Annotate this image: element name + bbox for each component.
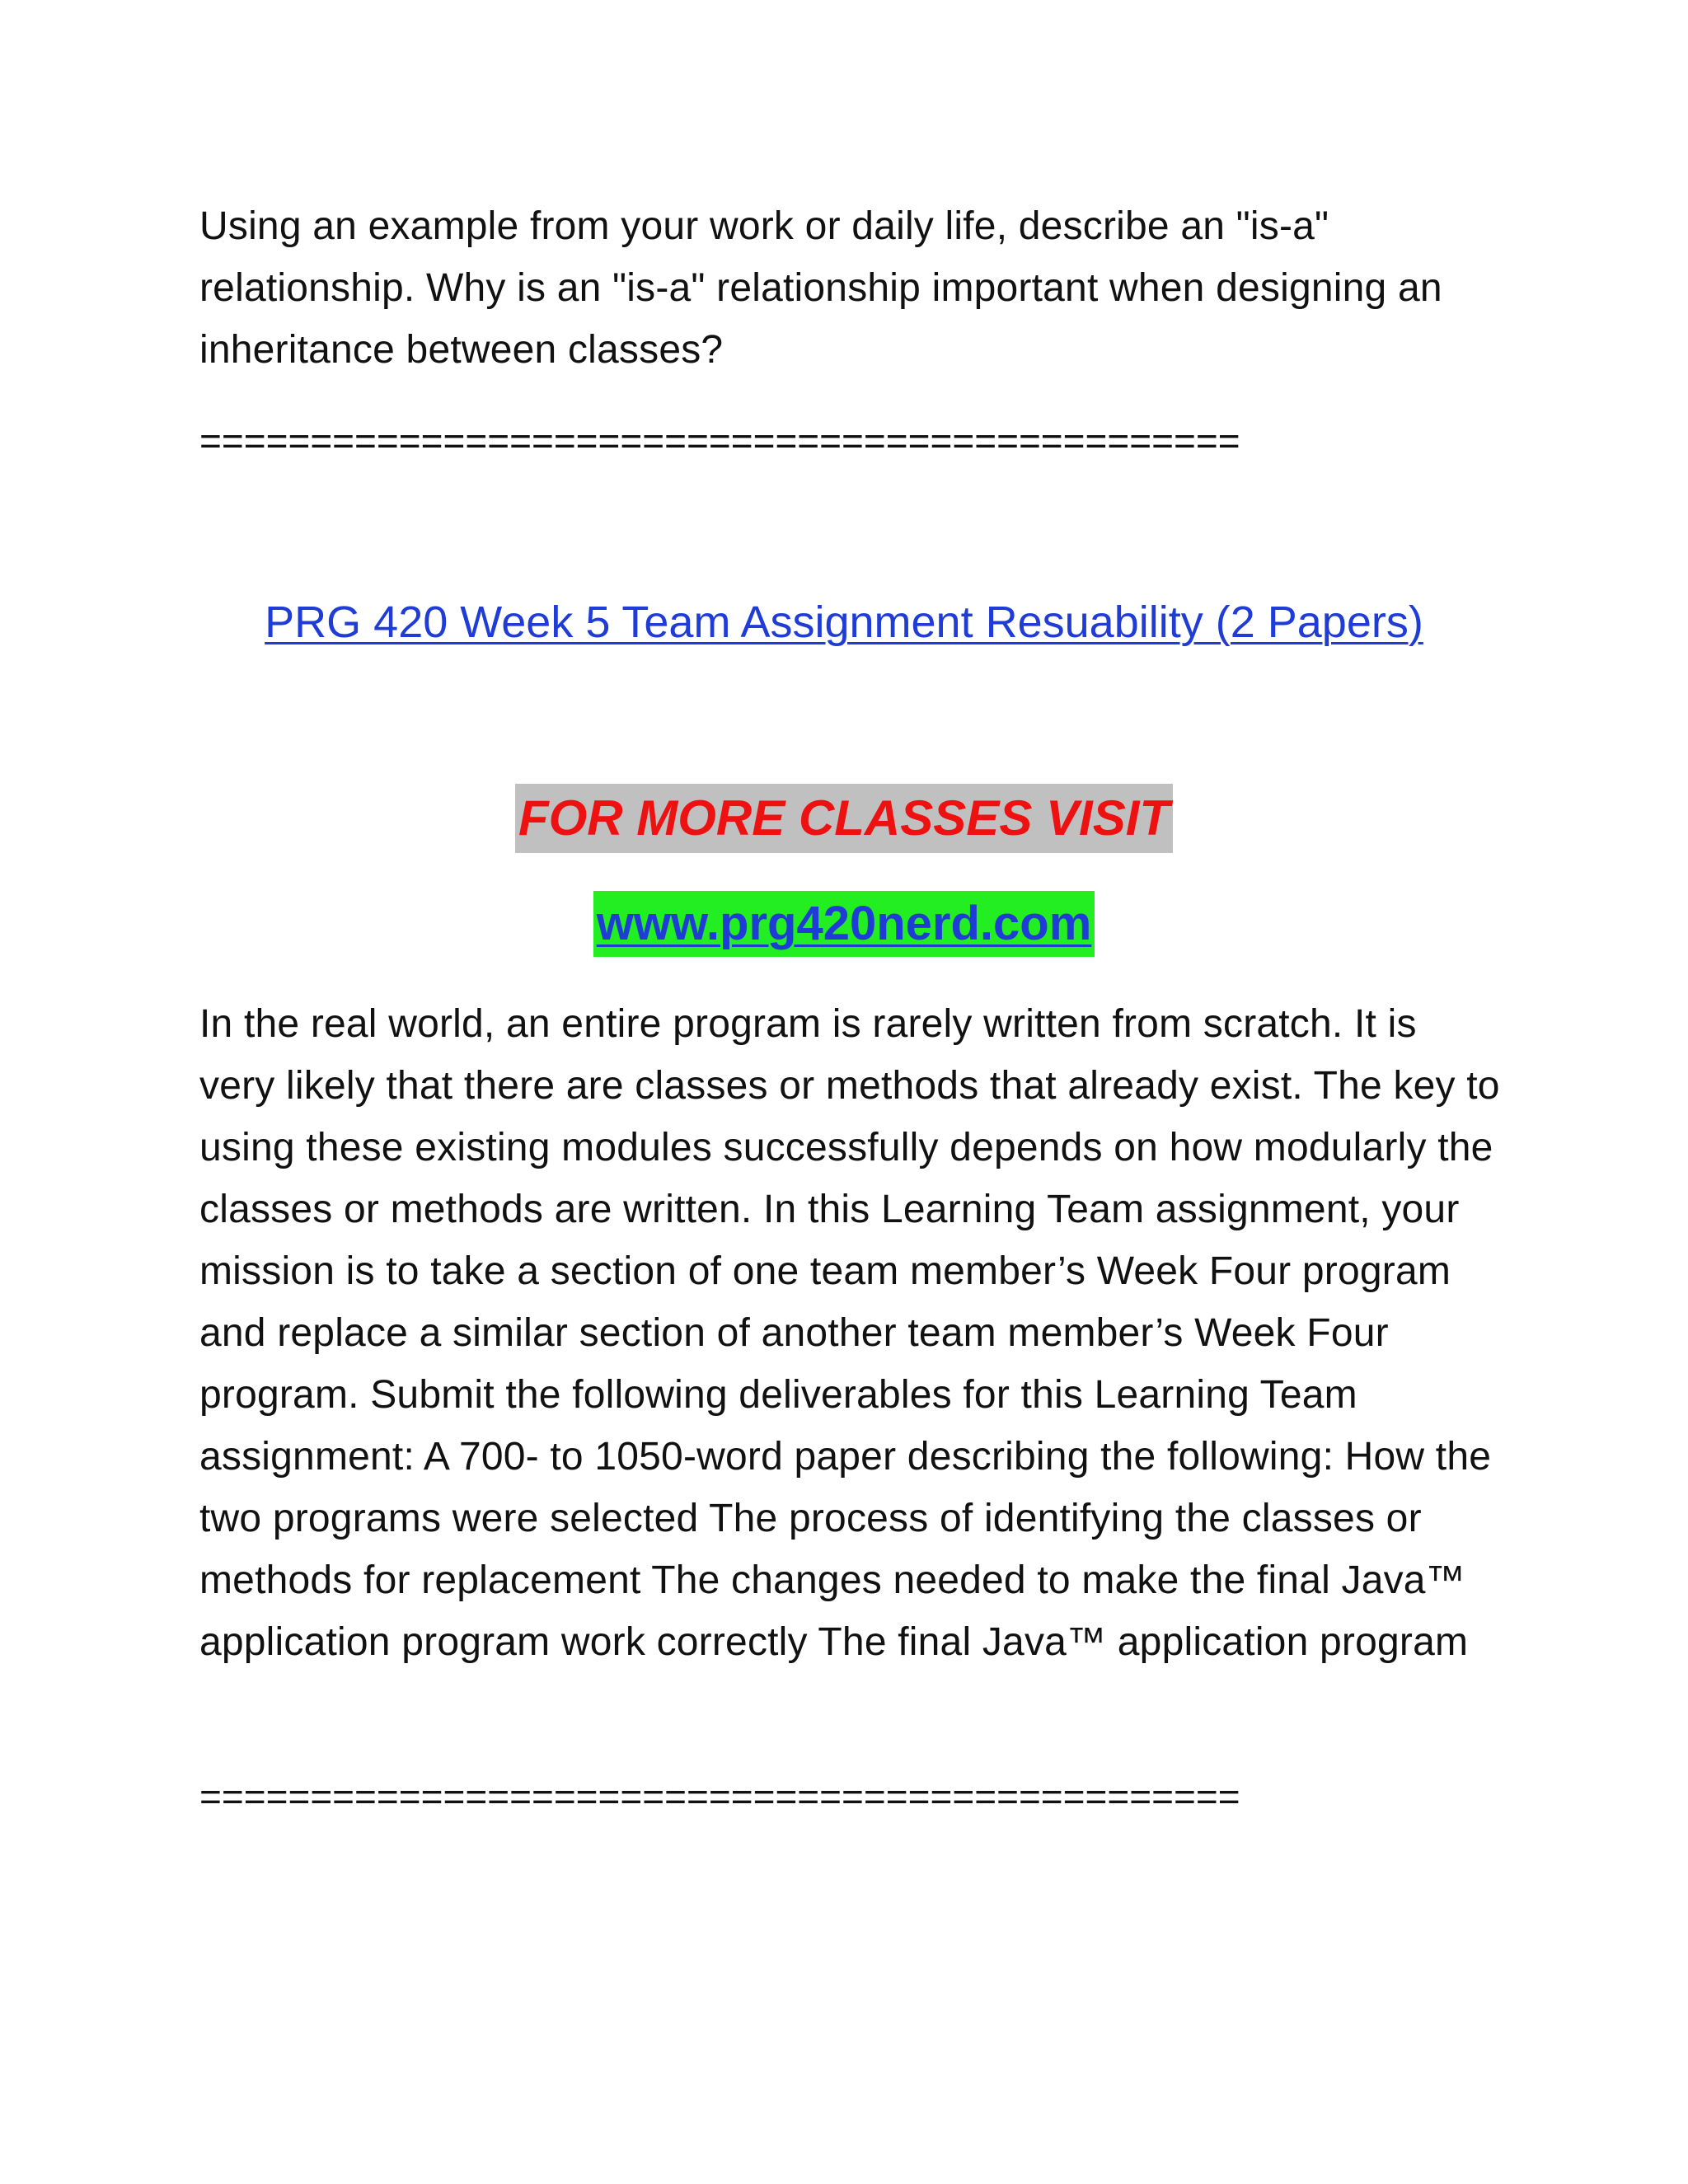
intro-question: Using an example from your work or daily life, describe an "is-a" relationship. Why is an "is-a" relationship important when designing an inheritance between classes? (199, 204, 1442, 372)
promo-banner (0, 784, 1688, 853)
site-link[interactable]: www.prg420nerd.com (593, 891, 1095, 957)
assignment-description: In the real world, an entire program is rarely written from scratch. It is very likely that there are classes or methods that already exist. The key to using these existing modules successfully depends on how modularly the classes or methods are written. In this Learning Team assignment, your mission is to take a section of one team member’s Week Four program and replace a similar section of another team member’s Week Four program. Submit the following deliverables for this Learning Team assignment: A 700- to 1050-word paper describing the following: How the two programs were selected The process of identifying the classes or methods for replacement The changes needed to make the final Java™ application program work correctly The final Java™ application program (199, 1002, 1500, 1664)
divider-top: =============================================== (199, 419, 1240, 462)
assignment-title-link[interactable]: PRG 420 Week 5 Team Assignment Resuability (2 Papers) (265, 598, 1423, 647)
promo-text: FOR MORE CLASSES VISIT (515, 784, 1173, 853)
site-banner (0, 891, 1688, 957)
divider-bottom: =============================================== (199, 1775, 1240, 1818)
